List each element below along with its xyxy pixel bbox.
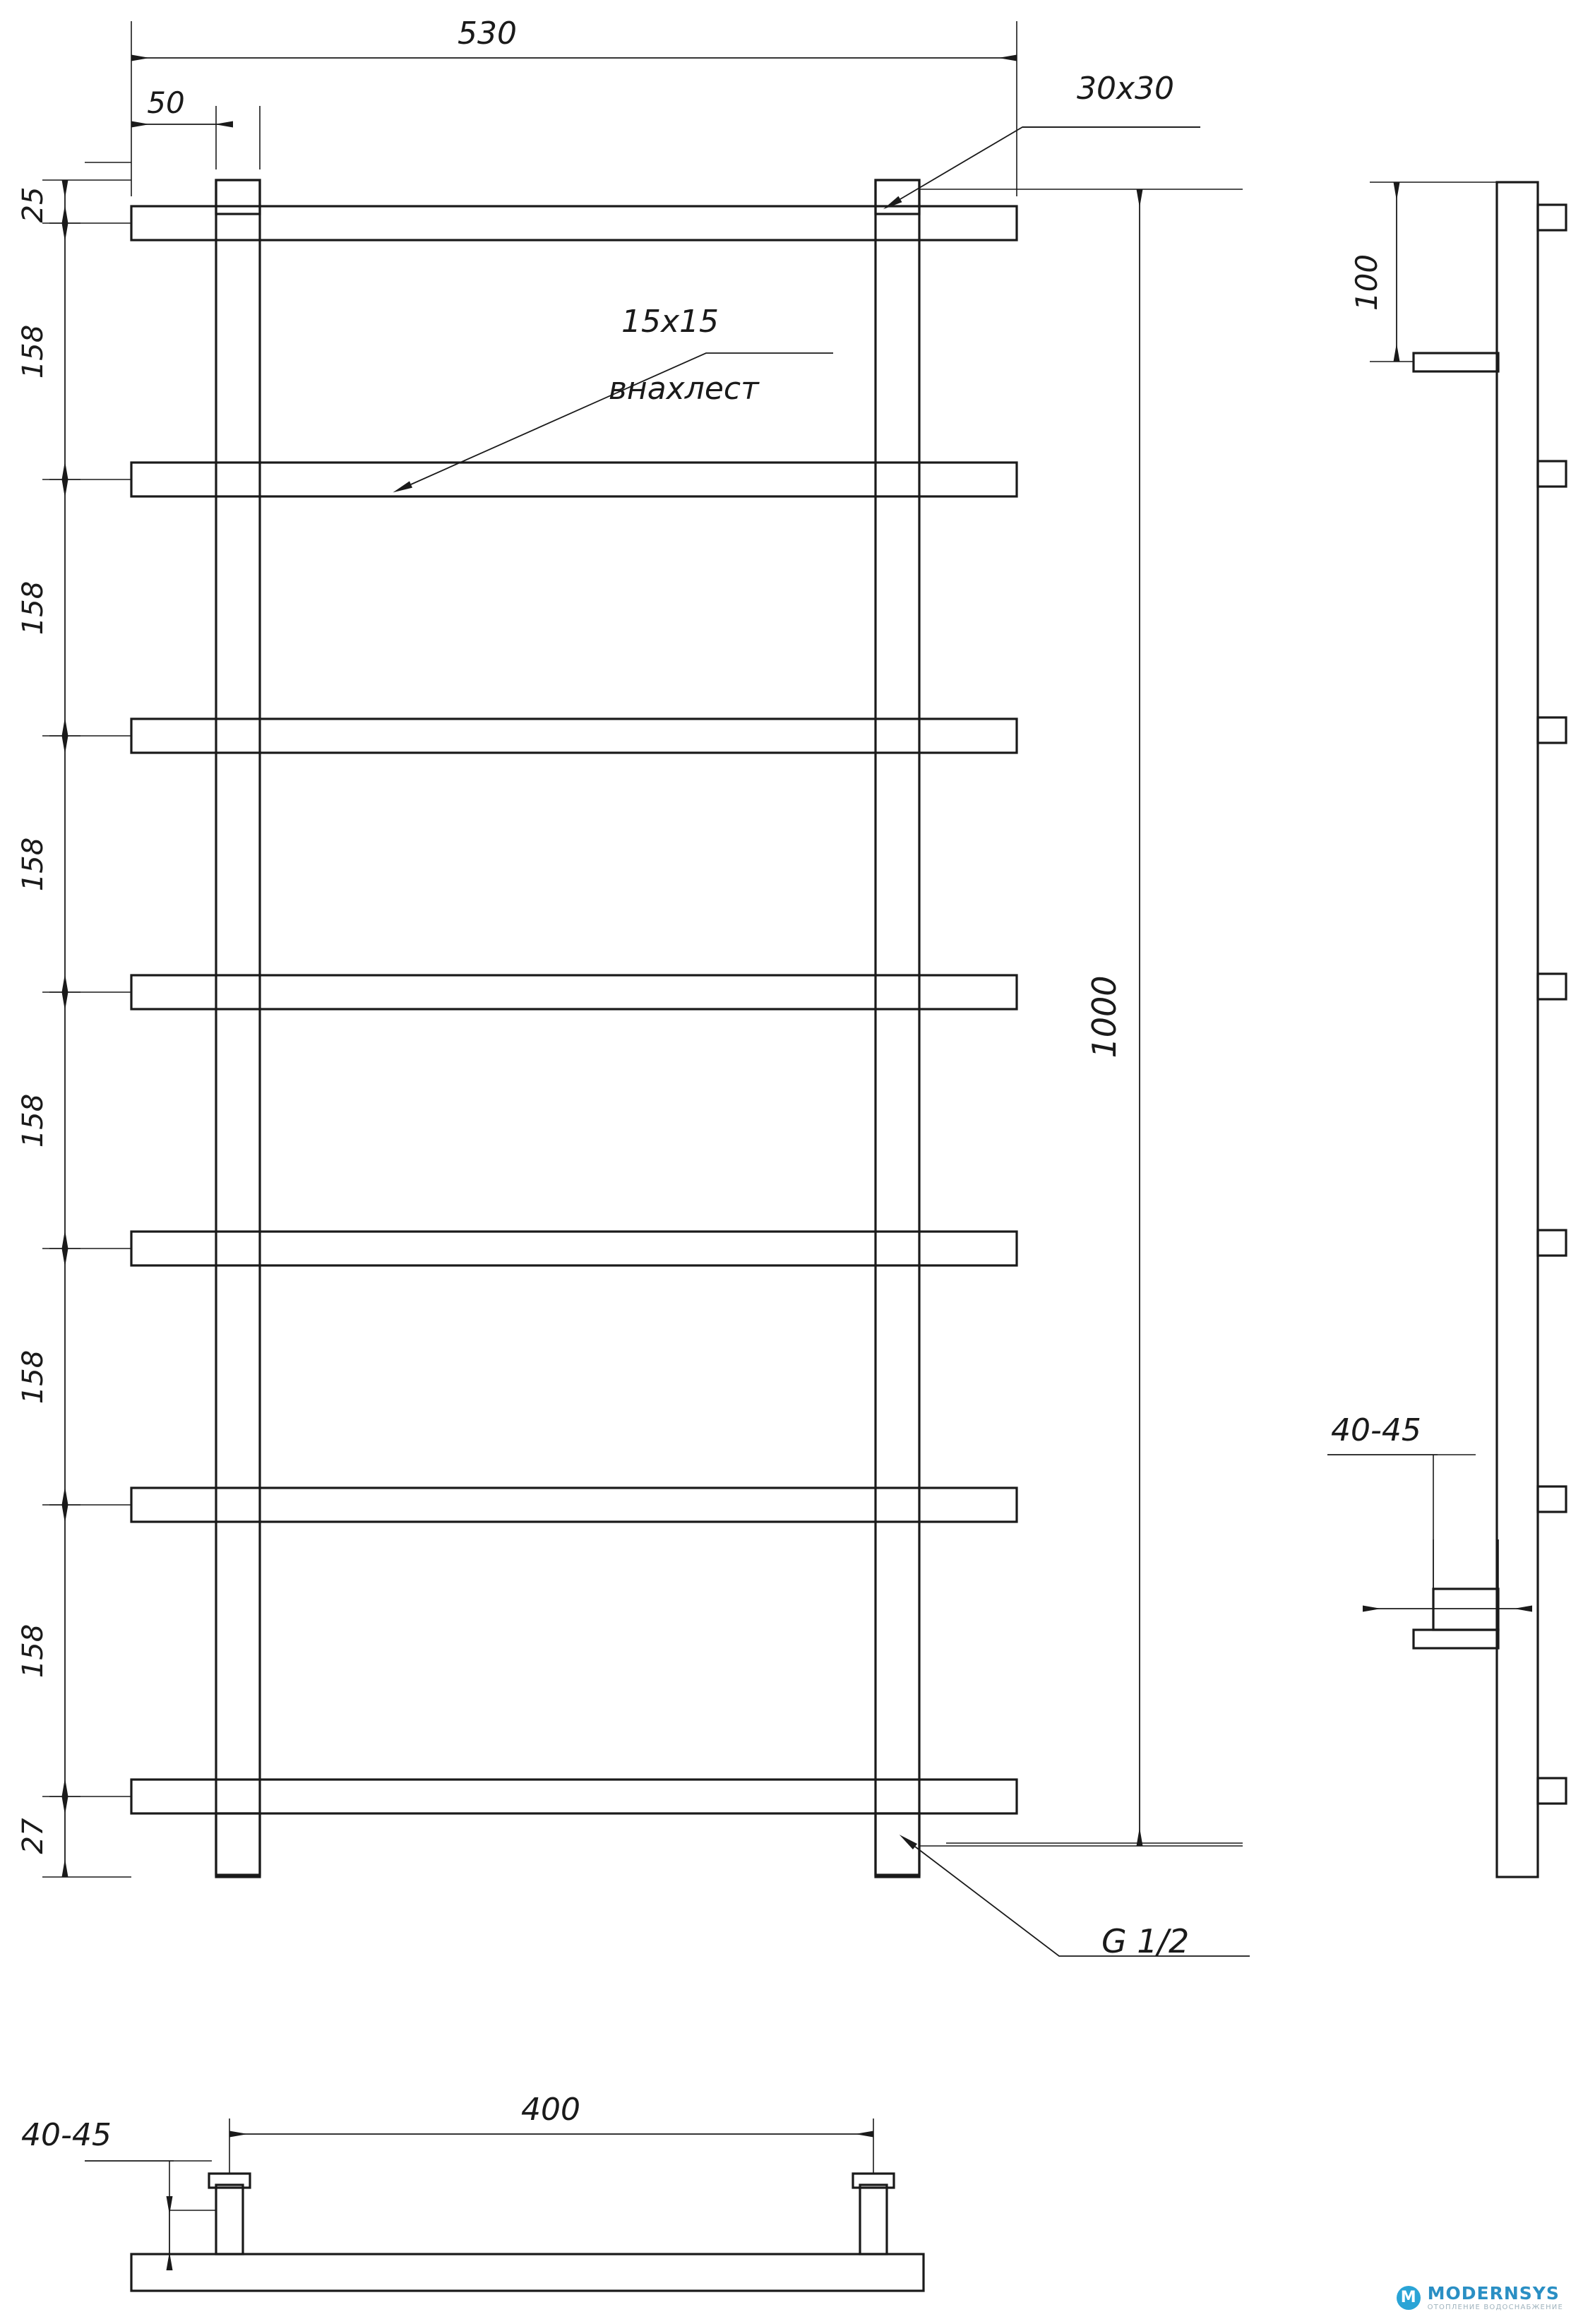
top-view-bar [131, 2254, 924, 2291]
side-rung-5 [1538, 1230, 1566, 1256]
rung-4 [131, 975, 1017, 1009]
dim-label-top-connector: 40-45 [21, 2117, 112, 2153]
dim-label-spacing-1: 158 [17, 324, 49, 379]
side-top-connector [1414, 353, 1498, 371]
watermark-logo-icon [1397, 2286, 1421, 2310]
side-view-geometry [1414, 182, 1566, 1877]
dim-label-width: 530 [458, 16, 517, 52]
dim-label-spacing-3: 158 [17, 837, 49, 892]
dim-label-side-depth: 40-45 [1331, 1412, 1421, 1448]
watermark-text [1428, 2284, 1563, 2311]
side-rung-1 [1538, 205, 1566, 230]
note-label-rung: 15x15 [621, 304, 719, 340]
left-bottom-stub [216, 1813, 260, 1877]
dim-label-offset: 50 [147, 85, 185, 120]
dim-label-spacing-5: 158 [17, 1349, 49, 1405]
dim-label-spacing-2: 158 [17, 580, 49, 636]
dim-label-spacing-6: 158 [17, 1623, 49, 1679]
rung-1 [131, 206, 1017, 240]
rung-2 [131, 463, 1017, 496]
left-vertical-tube [216, 180, 260, 1875]
side-rung-2 [1538, 461, 1566, 487]
leader-g12 [915, 1847, 1250, 1956]
side-view-extension-lines [1327, 182, 1498, 1609]
right-top-stub [876, 180, 919, 214]
front-view-geometry [131, 180, 1017, 1877]
right-vertical-tube [876, 180, 919, 1875]
dim-label-centers: 400 [521, 2092, 580, 2128]
watermark-tagline: ОТОПЛЕНИЕ ВОДОСНАБЖЕНИЕ [1427, 2304, 1563, 2311]
left-top-stub [216, 180, 260, 214]
side-lower-connector-block [1433, 1589, 1498, 1630]
rung-6 [131, 1488, 1017, 1522]
side-view-dimension-lines [1327, 182, 1532, 1609]
rung-5 [131, 1232, 1017, 1265]
leader-30x30 [900, 127, 1200, 199]
side-lower-connector [1414, 1630, 1498, 1648]
side-rung-3 [1538, 717, 1566, 743]
top-view-geometry [131, 2174, 924, 2291]
dim-label-spacing-4: 158 [17, 1093, 49, 1148]
rung-3 [131, 719, 1017, 753]
side-rung-7 [1538, 1778, 1566, 1804]
side-rung-4 [1538, 974, 1566, 999]
top-view-connector-left [216, 2185, 243, 2254]
front-view-dimension-lines [49, 58, 1140, 1877]
note-label-tube: 30x30 [1077, 71, 1175, 107]
side-vertical-tube [1497, 182, 1538, 1877]
right-bottom-stub [876, 1813, 919, 1877]
watermark [1397, 2284, 1563, 2311]
note-label-rung-overlap: внахлест [609, 371, 759, 407]
note-label-thread: G 1/2 [1101, 1922, 1190, 1960]
front-view-leaders [411, 127, 1250, 1956]
top-view-dimension-lines [85, 2134, 873, 2270]
watermark-logo-letter: M [1400, 2289, 1416, 2306]
side-rung-6 [1538, 1486, 1566, 1512]
dim-label-side-top-offset: 100 [1349, 254, 1384, 311]
dim-label-top-margin: 25 [17, 186, 49, 223]
rung-7 [131, 1780, 1017, 1813]
dim-label-bottom-margin: 27 [17, 1818, 49, 1854]
top-view-extension-lines [85, 2119, 873, 2254]
watermark-brand-name: MODERNSYS [1427, 2283, 1560, 2304]
top-view-connector-right [860, 2185, 887, 2254]
front-view-extension-lines [42, 21, 1243, 1877]
dim-label-height: 1000 [1085, 975, 1123, 1059]
